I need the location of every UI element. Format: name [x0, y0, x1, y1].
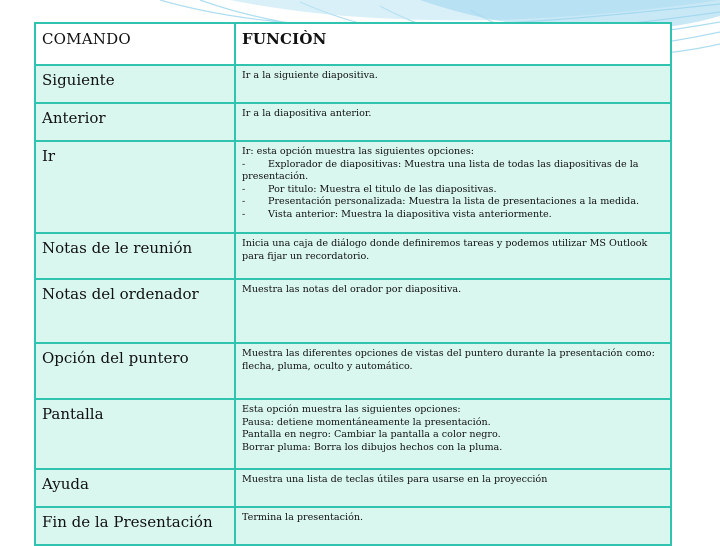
table-row [35, 103, 671, 141]
function-cell: Ir a la siguiente diapositiva. [235, 65, 671, 103]
table-row [35, 343, 671, 399]
function-cell: Esta opción muestra las siguientes opciones: Pausa: detiene momentáneamente la presentación. Pantalla en negro: Cambiar la pantalla a color negro. Borrar pluma: Borra los dibujos hechos con la pluma. [235, 399, 671, 469]
function-cell: Muestra las diferentes opciones de vistas del puntero durante la presentación como: flecha, pluma, oculto y automático. [235, 343, 671, 399]
header-row [35, 23, 671, 65]
function-cell: Inicia una caja de diálogo donde definiremos tareas y podemos utilizar MS Outlook para fijar un recordatorio. [235, 233, 671, 279]
table-row [35, 233, 671, 279]
bullet-item: - Presentación personalizada: Muestra la lista de presentaciones a la medida. [242, 196, 640, 208]
command-cell: Ayuda [35, 469, 235, 507]
command-cell: Opción del puntero [35, 343, 235, 399]
bullet-item: - Explorador de diapositivas: Muestra una lista de todas las diapositivas de la presentación. [242, 158, 639, 183]
command-cell: Anterior [35, 103, 235, 141]
table-row [35, 469, 671, 507]
commands-table [34, 22, 672, 546]
command-cell: Pantalla [35, 399, 235, 469]
table-row [35, 399, 671, 469]
function-cell: Muestra las notas del orador por diapositiva. [235, 279, 671, 343]
table-row [35, 279, 671, 343]
function-cell: Muestra una lista de teclas útiles para usarse en la proyección [235, 469, 671, 507]
command-cell: Notas del ordenador [35, 279, 235, 343]
function-cell: Termina la presentación. [235, 507, 671, 545]
function-cell: Ir a la diapositiva anterior. [235, 103, 671, 141]
table-row [35, 65, 671, 103]
bullet-item: - Vista anterior: Muestra la diapositiva vista anteriormente. [242, 208, 552, 220]
function-cell [235, 141, 671, 233]
command-cell: Ir [35, 141, 235, 233]
command-cell: Siguiente [35, 65, 235, 103]
header-function: FUNCIÒN [235, 23, 671, 65]
table-row [35, 141, 671, 233]
table-row [35, 507, 671, 545]
command-cell: Fin de la Presentación [35, 507, 235, 545]
function-intro: Ir: esta opción muestra las siguientes opciones: [242, 146, 474, 157]
bullet-item: - Por titulo: Muestra el titulo de las diapositivas. [242, 183, 497, 195]
header-command: COMANDO [35, 23, 235, 65]
command-cell: Notas de le reunión [35, 233, 235, 279]
